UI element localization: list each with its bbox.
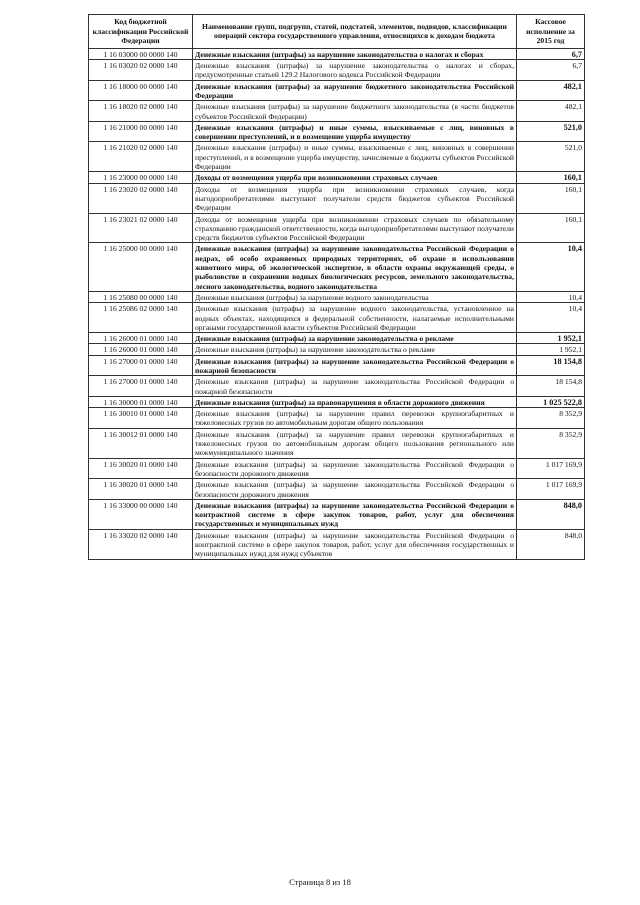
name-cell: Денежные взыскания (штрафы) за нарушение законодательства о рекламе [193,333,517,344]
table-row [89,48,585,59]
code-cell: 1 16 18000 00 0000 140 [89,80,193,101]
amount-cell: 848,0 [517,529,585,559]
amount-cell: 10,4 [517,303,585,333]
page-number: Страница 8 из 18 [289,877,351,887]
amount-cell: 1 025 522,8 [517,396,585,407]
code-cell: 1 16 03020 02 0000 140 [89,60,193,81]
name-cell: Денежные взыскания (штрафы) за нарушение законодательства Российской Федерации о недрах, об особо охраняемых природных территориях, об охране и использовании животного мира, об экологической экспертизе, в области охраны окружающей среды, о рыболовстве и сохранении водных биологических ресурсов, земельного законодательства, лесного законодательства, водного законодательства [193,243,517,291]
table-row [89,458,585,479]
code-cell: 1 16 21000 00 0000 140 [89,121,193,142]
header-amount: Кассовое исполнение за 2015 год [517,15,585,49]
name-cell: Денежные взыскания (штрафы) за нарушение законодательства о налогах и сборах, предусмотренные статьей 129.2 Налогового кодекса Российской Федерации [193,60,517,81]
name-cell: Денежные взыскания (штрафы) за нарушение правил перевозки крупногабаритных и тяжеловесных грузов по автомобильным дорогам общего пользования регионального или межмуниципального значения [193,428,517,458]
name-cell: Денежные взыскания (штрафы) и иные суммы, взыскиваемые с лиц, виновных в совершении преступлений, и в возмещение ущерба имуществу, зачисляемые в бюджеты субъектов Российской Федерации [193,142,517,172]
table-row [89,344,585,355]
code-cell: 1 16 30000 01 0000 140 [89,396,193,407]
revenue-table [88,14,585,560]
code-cell: 1 16 26000 01 0000 140 [89,344,193,355]
code-cell: 1 16 33000 00 0000 140 [89,499,193,529]
amount-cell: 160,1 [517,172,585,183]
code-cell: 1 16 30020 01 0000 140 [89,458,193,479]
amount-cell: 18 154,8 [517,376,585,397]
code-cell: 1 16 27000 01 0000 140 [89,376,193,397]
code-cell: 1 16 23000 00 0000 140 [89,172,193,183]
name-cell: Денежные взыскания (штрафы) и иные суммы, взыскиваемые с лиц, виновных в совершении преступлений, и в возмещение ущерба имуществу [193,121,517,142]
table-row [89,80,585,101]
name-cell: Денежные взыскания (штрафы) за правонарушения в области дорожного движения [193,396,517,407]
amount-cell: 848,0 [517,499,585,529]
name-cell: Денежные взыскания (штрафы) за нарушение законодательства о рекламе [193,344,517,355]
code-cell: 1 16 27000 01 0000 140 [89,355,193,376]
table-row [89,303,585,333]
amount-cell: 160,1 [517,183,585,213]
table-row [89,183,585,213]
header-code: Код бюджетной классификации Российской Федерации [89,15,193,49]
name-cell: Доходы от возмещения ущерба при возникновении страховых случаев [193,172,517,183]
amount-cell: 10,4 [517,243,585,291]
name-cell: Денежные взыскания (штрафы) за нарушение законодательства о налогах и сборах [193,48,517,59]
name-cell: Денежные взыскания (штрафы) за нарушение законодательства Российской Федерации о контрактной системе в сфере закупок товаров, работ, услуг для обеспечения государственных и муниципальных нужд для нужд субъектов [193,529,517,559]
name-cell: Доходы от возмещения ущерба при возникновении страховых случаев по обязательному страхованию гражданской ответственности, когда выгодоприобретателями выступают получатели средств бюджетов субъектов Российской Федерации [193,213,517,243]
name-cell: Денежные взыскания (штрафы) за нарушение правил перевозки крупногабаритных и тяжеловесных грузов по автомобильным дорогам общего пользования [193,408,517,429]
amount-cell: 10,4 [517,291,585,302]
table-row [89,396,585,407]
table-row [89,355,585,376]
table-row [89,333,585,344]
amount-cell: 6,7 [517,48,585,59]
name-cell: Денежные взыскания (штрафы) за нарушение законодательства Российской Федерации о безопасности дорожного движения [193,479,517,500]
amount-cell: 521,0 [517,121,585,142]
name-cell: Денежные взыскания (штрафы) за нарушение бюджетного законодательства Российской Федерации [193,80,517,101]
table-row [89,142,585,172]
code-cell: 1 16 18020 02 0000 140 [89,101,193,122]
amount-cell: 482,1 [517,101,585,122]
amount-cell: 8 352,9 [517,408,585,429]
code-cell: 1 16 25086 02 0000 140 [89,303,193,333]
amount-cell: 160,1 [517,213,585,243]
name-cell: Денежные взыскания (штрафы) за нарушение бюджетного законодательства (в части бюджетов субъектов Российской Федерации) [193,101,517,122]
amount-cell: 1 952,1 [517,333,585,344]
amount-cell: 6,7 [517,60,585,81]
table-row [89,172,585,183]
table-row [89,291,585,302]
table-header-row [89,15,585,49]
table-row [89,121,585,142]
code-cell: 1 16 30020 01 0000 140 [89,479,193,500]
table-row [89,376,585,397]
table-row [89,243,585,291]
code-cell: 1 16 33020 02 0000 140 [89,529,193,559]
name-cell: Денежные взыскания (штрафы) за нарушение законодательства Российской Федерации о контрактной системе в сфере закупок товаров, работ, услуг для обеспечения государственных и муниципальных нужд [193,499,517,529]
amount-cell: 482,1 [517,80,585,101]
code-cell: 1 16 25080 00 0000 140 [89,291,193,302]
amount-cell: 521,0 [517,142,585,172]
name-cell: Денежные взыскания (штрафы) за нарушение водного законодательства, установленное на водных объектах, находящихся в федеральной собственности, налагаемые исполнительными органами государственной власти субъектов Российской Федерации [193,303,517,333]
table-row [89,428,585,458]
code-cell: 1 16 23020 02 0000 140 [89,183,193,213]
header-name: Наименование групп, подгрупп, статей, подстатей, элементов, подвидов, классификации операций сектора государственного управления, относящихся к доходам бюджета [193,15,517,49]
name-cell: Денежные взыскания (штрафы) за нарушение законодательства Российской Федерации о безопасности дорожного движения [193,458,517,479]
table-row [89,499,585,529]
name-cell: Доходы от возмещения ущерба при возникновении страховых случаев, когда выгодоприобретателями выступают получатели средств бюджетов субъектов Российской Федерации [193,183,517,213]
table-row [89,479,585,500]
code-cell: 1 16 03000 00 0000 140 [89,48,193,59]
code-cell: 1 16 26000 01 0000 140 [89,333,193,344]
amount-cell: 1 017 169,9 [517,458,585,479]
table-row [89,408,585,429]
name-cell: Денежные взыскания (штрафы) за нарушение законодательства Российской Федерации о пожарной безопасности [193,355,517,376]
table-row [89,101,585,122]
amount-cell: 18 154,8 [517,355,585,376]
table-row [89,529,585,559]
code-cell: 1 16 21020 02 0000 140 [89,142,193,172]
code-cell: 1 16 23021 02 0000 140 [89,213,193,243]
table-body [89,48,585,559]
amount-cell: 8 352,9 [517,428,585,458]
amount-cell: 1 017 169,9 [517,479,585,500]
table-row [89,60,585,81]
code-cell: 1 16 25000 00 0000 140 [89,243,193,291]
code-cell: 1 16 30012 01 0000 140 [89,428,193,458]
name-cell: Денежные взыскания (штрафы) за нарушение законодательства Российской Федерации о пожарной безопасности [193,376,517,397]
amount-cell: 1 952,1 [517,344,585,355]
table-row [89,213,585,243]
name-cell: Денежные взыскания (штрафы) за нарушение водного законодательства [193,291,517,302]
code-cell: 1 16 30010 01 0000 140 [89,408,193,429]
